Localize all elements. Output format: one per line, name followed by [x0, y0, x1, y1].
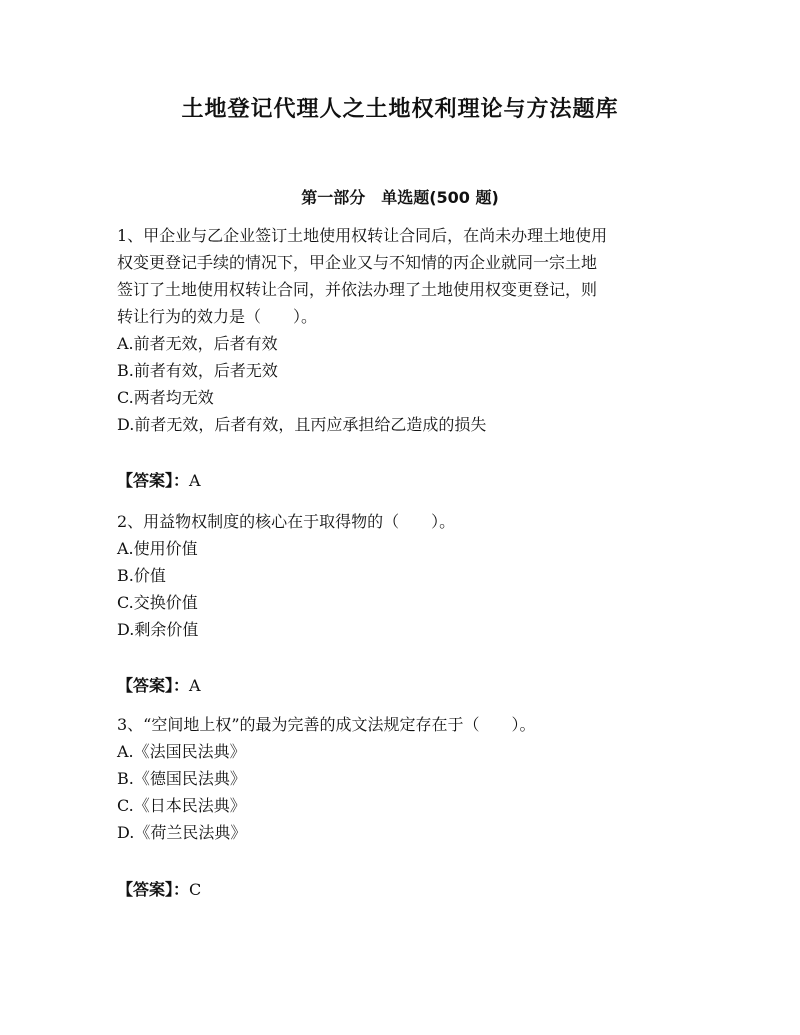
question-1-answer — [117, 467, 201, 494]
question-1-option-a: A.前者无效，后者有效 — [117, 334, 278, 353]
question-3-option-d: D.《荷兰民法典》 — [117, 823, 247, 842]
question-2-stem-line-1: 2、用益物权制度的核心在于取得物的（ ）。 — [117, 512, 456, 531]
question-3-answer — [117, 876, 201, 903]
question-1-stem-line-2: 权变更登记手续的情况下，甲企业又与不知情的丙企业就同一宗土地 — [117, 253, 598, 272]
answer-value: A — [189, 471, 201, 490]
question-2-option-c: C.交换价值 — [117, 593, 198, 612]
question-2 — [117, 508, 687, 643]
answer-label: 【答案】： — [117, 676, 190, 695]
question-2-option-d: D.剩余价值 — [117, 620, 199, 639]
question-1-stem-line-1: 1、甲企业与乙企业签订土地使用权转让合同后，在尚未办理土地使用 — [117, 226, 608, 245]
question-3-option-b: B.《德国民法典》 — [117, 769, 246, 788]
question-3-option-c: C.《日本民法典》 — [117, 796, 246, 815]
answer-label: 【答案】： — [117, 471, 190, 490]
question-1 — [117, 222, 687, 438]
question-1-option-b: B.前者有效，后者无效 — [117, 361, 278, 380]
question-1-stem-line-3: 签订了土地使用权转让合同，并依法办理了土地使用权变更登记，则 — [117, 280, 598, 299]
answer-value: C — [189, 880, 202, 899]
question-1-option-c: C.两者均无效 — [117, 388, 214, 407]
section-heading: 第一部分 单选题(500 题) — [301, 188, 499, 207]
question-2-answer — [117, 672, 201, 699]
question-3 — [117, 711, 687, 846]
question-3-option-a: A.《法国民法典》 — [117, 742, 246, 761]
answer-label: 【答案】： — [117, 880, 190, 899]
question-1-option-d: D.前者无效，后者有效，且丙应承担给乙造成的损失 — [117, 415, 487, 434]
answer-value: A — [189, 676, 201, 695]
question-2-option-b: B.价值 — [117, 566, 166, 585]
document-title: 土地登记代理人之土地权利理论与方法题库 — [181, 97, 619, 122]
question-3-stem-line-1: 3、“空间地上权”的最为完善的成文法规定存在于（ ）。 — [117, 715, 536, 734]
question-2-option-a: A.使用价值 — [117, 539, 198, 558]
question-1-stem-line-4: 转让行为的效力是（ ）。 — [117, 307, 318, 326]
